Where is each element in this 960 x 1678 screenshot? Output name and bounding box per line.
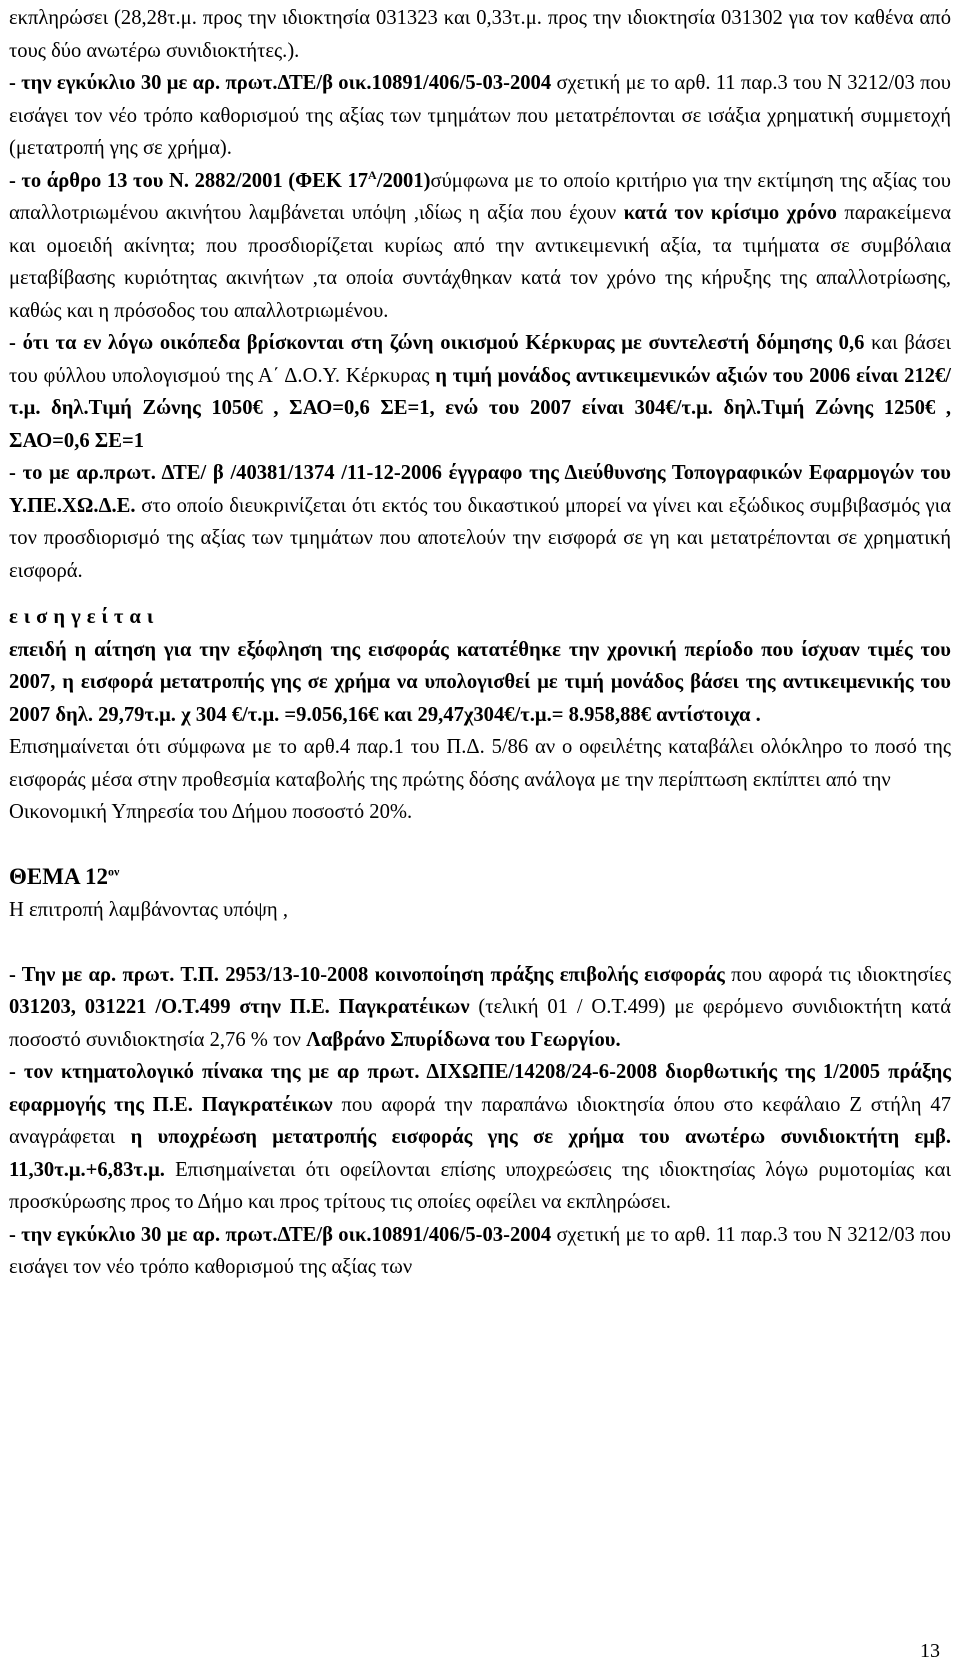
paragraph-notification bbox=[9, 959, 951, 1057]
document-body bbox=[9, 2, 951, 1284]
paragraph-calculation bbox=[9, 634, 951, 732]
emphasis: κατά τον κρίσιμο χρόνο bbox=[623, 202, 837, 224]
proposes-heading: εισηγείται bbox=[9, 606, 160, 628]
text-run: που αφορά τις ιδιοκτησίες bbox=[724, 963, 951, 986]
paragraph-circular-30 bbox=[9, 67, 951, 165]
text-run: και βάσει του φύλλου υπολογισμού της Α΄ Δ.Ο.Υ. Κέρκυρας bbox=[9, 332, 951, 387]
text-run: Επισημαίνεται ότι σύμφωνα με το αρθ.4 παρ.1 του Π.Δ. 5/86 αν ο οφειλέτης καταβάλει ολόκληρο το ποσό της εισφοράς μέσα στην προθεσμία καταβολής της πρώτης δόσης ανάλογα με την περίπτωση εκπίπτει από την bbox=[9, 736, 951, 791]
circular-reference: - την εγκύκλιο 30 με αρ. πρωτ.ΔΤΕ/β οικ.10891/406/5-03-2004 bbox=[9, 1223, 552, 1246]
text-run: σύμφωνα με το οποίο κριτήριο για την εκτίμηση της αξίας του απαλλοτριωμένου ακινήτου λαμβάνεται υπόψη ,ιδίως η αξία που έχουν bbox=[9, 169, 951, 224]
text-run: παρακείμενα και ομοειδή ακίνητα; που προσδιορίζεται κυρίως από την αντικειμενική αξία, τα τιμήματα σε συμβόλαια μεταβίβασης κυριότητας ακινήτων ,τα οποία συντάχθηκαν κατά τον χρόνο της κήρυξης της απαλλοτρίωσης, καθώς και η πρόσοδος του απαλλοτριωμένου. bbox=[9, 202, 951, 322]
circular-reference: - την εγκύκλιο 30 με αρ. πρωτ.ΔΤΕ/β οικ.10891/406/5-03-2004 bbox=[9, 72, 552, 94]
text-run: που αφορά την παραπάνω ιδιοκτησία όπου στο κεφάλαιο Ζ στήλη 47 αναγράφεται bbox=[9, 1093, 951, 1148]
topic-title: ΘΕΜΑ $12^{o\nu}$ bbox=[9, 864, 120, 889]
notification-reference: - Την με αρ. πρωτ. Τ.Π. 2953/13-10-2008 κοινοποίηση πράξης επιβολής εισφοράς bbox=[9, 963, 725, 986]
unit-price-statement: η τιμή μονάδος αντικειμενικών αξιών του 2006 είναι 212€/τ.μ. δηλ.Τιμή Ζώνης 1050€ , ΣΑΟ=0,6 ΣΕ=1, ενώ του 2007 είναι 304€/τ.μ. δηλ.Τιμή Ζώνης 1250€ , ΣΑΟ=0,6 ΣΕ=1 bbox=[9, 364, 951, 452]
calculation-text: επειδή η αίτηση για την εξόφληση της εισφοράς κατατέθηκε την χρονική περίοδο που ίσχυαν τιμές του 2007, η εισφορά μετατροπής γης σε χρήμα να υπολογισθεί με τιμή μονάδος βάσει της αντικειμενικής του 2007 δηλ. 29,79τ.μ. χ 304 €/τ.μ. =9.056,16€ και 29,47χ304€/τ.μ.= 8.958,88€ αντίστοιχα . bbox=[9, 638, 951, 726]
text-run: Οικονομική Υπηρεσία του Δήμου ποσοστό 20%. bbox=[9, 801, 413, 823]
paragraph-obligation-fulfill bbox=[9, 2, 951, 67]
paragraph-discount-note bbox=[9, 731, 951, 796]
text-run: του Ν 3212/03 που εισάγει τον νέο τρόπο καθορισμού της αξίας των τμημάτων που μετατρέπονται σε ισάξια χρηματική συμμετοχή (μετατροπή γης σε χρήμα). bbox=[9, 72, 951, 159]
cadastral-reference: - τον κτηματολογικό πίνακα της με αρ πρωτ. ΔΙΧΩΠΕ/14208/24-6-2008 διορθωτικής της 1/2005 πράξης εφαρμογής της Π.Ε. Παγκρατέικων bbox=[9, 1061, 951, 1116]
paragraph-circular-30-repeat bbox=[9, 1219, 951, 1284]
paragraph-zone-values bbox=[9, 327, 951, 457]
text-run: σχετική με το αρθ. 11 παρ.3 bbox=[551, 72, 788, 94]
page-number: 13 bbox=[920, 1640, 940, 1662]
paragraph-discount-note-end bbox=[9, 796, 951, 829]
obligation-statement: η υποχρέωση μετατροπής εισφοράς γης σε χρήμα του ανωτέρω συνιδιοκτήτη εμβ. 11,30τ.μ.+6,83τ.μ. bbox=[9, 1126, 951, 1181]
owner-name: Λαβράνο Σπυρίδωνα του Γεωργίου. bbox=[306, 1028, 621, 1051]
document-reference: - το με αρ.πρωτ. ΔΤΕ/ β /40381/1374 /11-12-2006 έγγραφο της Διεύθυνσης Τοπογραφικών Εφαρμογών του Υ.ΠΕ.ΧΩ.Δ.Ε. bbox=[9, 462, 951, 517]
paragraph-cadastral-table bbox=[9, 1056, 951, 1219]
property-reference: 031203, 031221 /Ο.Τ.499 στην Π.Ε. Παγκρατέικων bbox=[9, 996, 470, 1018]
text-run: σχετική με το αρθ. 11 παρ.3 του Ν 3212/03 που εισάγει τον νέο τρόπο καθορισμού της αξίας των bbox=[9, 1223, 951, 1278]
text-run: στο οποίο διευκρινίζεται ότι εκτός του δικαστικού μπορεί να γίνει και εξώδικος συμβιβασμός για τον προσδιορισμό της αξίας των τμημάτων που αποτελούν την εισφορά σε γη και μετατρέπονται σε χρηματική εισφορά. bbox=[9, 494, 951, 582]
topic-intro: Η επιτροπή λαμβάνοντας υπόψη , bbox=[9, 898, 288, 921]
text-run: (τελική 01 / Ο.Τ.499) με φερόμενο συνιδιοκτήτη κατά ποσοστό συνιδιοκτησία 2,76 % τον bbox=[9, 996, 951, 1051]
text-run: εκπληρώσει (28,28τ.μ. προς την ιδιοκτησία 031323 και 0,33τ.μ. προς την ιδιοκτησία 031302 για τον καθένα από τους δύο ανωτέρω συνιδιοκτήτες.). bbox=[9, 7, 951, 62]
paragraph-article-13 bbox=[9, 165, 951, 328]
zone-statement: - ότι τα εν λόγω οικόπεδα βρίσκονται στη ζώνη οικισμού Κέρκυρας με συντελεστή δόμησης 0,6 bbox=[9, 332, 865, 354]
law-reference: - το άρθρο 13 του Ν. 2882/2001 (ΦΕΚ $17^A/2001$) bbox=[9, 167, 431, 192]
text-run: Επισημαίνεται ότι οφείλονται επίσης υποχρεώσεις της ιδιοκτησίας λόγω ρυμοτομίας και προσκύρωσης προς το Δήμο και προς τρίτους τις οποίες οφείλει να εκπληρώσει. bbox=[9, 1158, 951, 1213]
paragraph-topographic-document bbox=[9, 457, 951, 587]
